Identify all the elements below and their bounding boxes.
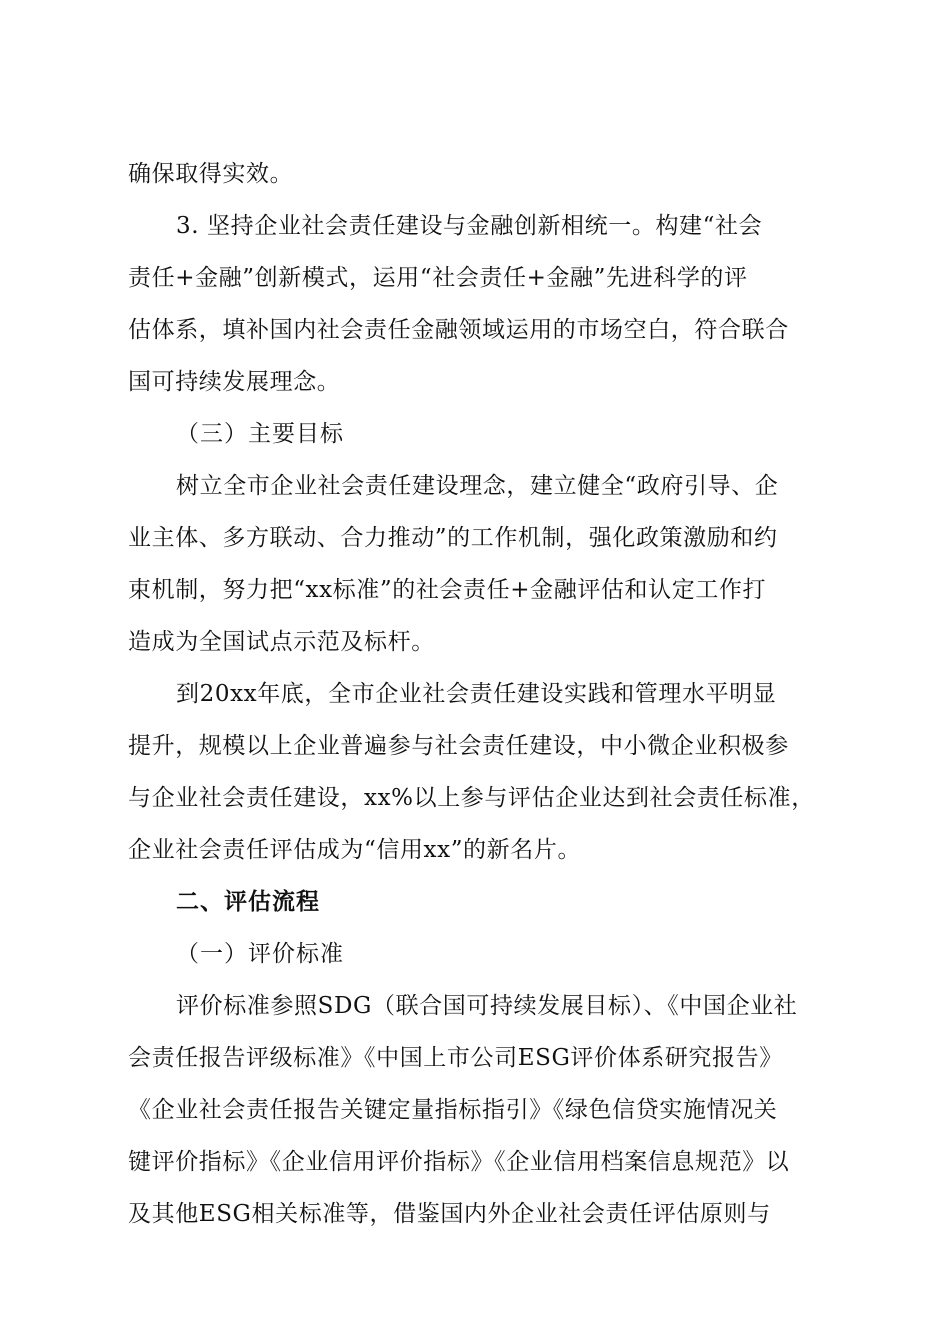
paragraph-line: 业主体、多方联动、合力推动”的工作机制，强化政策激励和约: [128, 525, 778, 551]
paragraph-line: 键评价指标》《企业信用评价指标》《企业信用档案信息规范》以: [128, 1149, 790, 1175]
paragraph-line: 确保取得实效。: [128, 161, 294, 187]
document-body: [128, 148, 828, 1240]
paragraph-line: 束机制，努力把“xx标准”的社会责任+金融评估和认定工作打: [128, 577, 767, 603]
paragraph-line: 国可持续发展理念。: [128, 369, 341, 395]
paragraph-line: 造成为全国试点示范及标杆。: [128, 629, 435, 655]
paragraph-line: 及其他ESG相关标准等，借鉴国内外企业社会责任评估原则与: [128, 1201, 771, 1227]
paragraph-line: 提升，规模以上企业普遍参与社会责任建设，中小微企业积极参: [128, 733, 789, 759]
section-heading-evaluation-standard: （一）评价标准: [176, 941, 344, 967]
paragraph-line: 会责任报告评级标准》《中国上市公司ESG评价体系研究报告》: [128, 1045, 783, 1071]
paragraph-line: 评价标准参照SDG（联合国可持续发展目标）、《中国企业社: [176, 993, 798, 1019]
paragraph-line: 责任+金融”创新模式，运用“社会责任+金融”先进科学的评: [128, 265, 748, 291]
paragraph-line: 企业社会责任评估成为“信用xx”的新名片。: [128, 837, 582, 863]
paragraph-line: 估体系，填补国内社会责任金融领域运用的市场空白，符合联合: [128, 317, 789, 343]
paragraph-line: 3. 坚持企业社会责任建设与金融创新相统一。构建“社会: [176, 213, 763, 239]
paragraph-line: 《企业社会责任报告关键定量指标指引》《绿色信贷实施情况关: [128, 1097, 778, 1123]
section-heading-main-goals: （三）主要目标: [176, 421, 344, 447]
paragraph-line: 与企业社会责任建设，xx%以上参与评估企业达到社会责任标准，: [128, 785, 815, 811]
paragraph-line: 树立全市企业社会责任建设理念，建立健全“政府引导、企: [176, 473, 779, 499]
paragraph-line: 到20xx年底，全市企业社会责任建设实践和管理水平明显: [176, 681, 777, 707]
chapter-heading-evaluation-process: 二、评估流程: [176, 889, 320, 915]
